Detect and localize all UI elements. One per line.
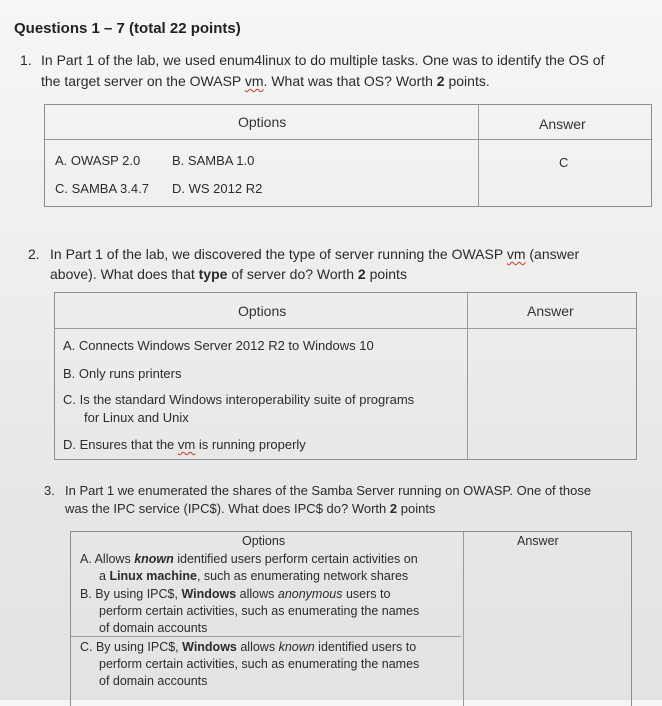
q3-c-text-c: identified users to: [314, 640, 417, 654]
q2-option-d-text-b: is running properly: [195, 437, 306, 452]
q3-a2-text-b: , such as enumerating network shares: [196, 569, 409, 583]
q3-b-text-a: B. By using IPC$,: [80, 587, 182, 601]
q3-a2-linux: Linux machine: [109, 569, 197, 583]
page-heading: Questions 1 – 7 (total 22 points): [14, 20, 241, 37]
question-1-line1: In Part 1 of the lab, we used enum4linux to do multiple tasks. One was to identify the OS of: [41, 52, 605, 68]
q3-c-text-a: C. By using IPC$,: [80, 640, 183, 654]
q3-b-anonymous: anonymous: [277, 587, 343, 601]
question-1-points-suffix: points.: [444, 73, 490, 89]
q3-option-a-line2: [99, 568, 408, 584]
question-2-text-c: above). What does that: [50, 266, 199, 282]
question-3-line2: [65, 499, 435, 518]
q3-options-header: Options: [242, 534, 286, 548]
q1-option-a: A. OWASP 2.0: [55, 153, 141, 168]
question-2-line1: [50, 245, 579, 264]
q3-column-divider: [463, 532, 464, 706]
q2-options-header: Options: [238, 303, 287, 319]
q3-a-text-b: identified users perform certain activities on: [173, 552, 418, 566]
question-2-text-a: In Part 1 of the lab, we discovered the type of server running the OWASP: [50, 246, 507, 262]
question-2-table: [54, 292, 637, 460]
q1-answer-header: Answer: [539, 116, 586, 132]
q3-c-text-b: allows: [236, 640, 279, 654]
q1-option-b: B. SAMBA 1.0: [172, 153, 255, 168]
question-2-number: 2.: [28, 246, 40, 262]
q1-header-divider: [45, 139, 651, 140]
question-2-points: 2: [357, 266, 366, 282]
q3-option-b-line3: of domain accounts: [99, 621, 208, 635]
q3-option-b-line1: [80, 586, 390, 602]
q3-b-windows: Windows: [181, 587, 237, 601]
question-1-number: 1.: [20, 52, 32, 68]
question-1-points: 2: [436, 73, 445, 89]
question-1-text-b: . What was that OS? Worth: [263, 73, 437, 89]
q3-row-divider: [71, 636, 461, 637]
q3-option-b-line2: perform certain activities, such as enumerating the names: [99, 604, 420, 618]
question-3-points-suffix: points: [397, 501, 436, 516]
q2-option-c-line1: C. Is the standard Windows interoperability suite of programs: [63, 392, 415, 407]
q2-option-d-vm-word: vm: [177, 437, 196, 452]
q3-option-c-line2: perform certain activities, such as enumerating the names: [99, 657, 420, 671]
q3-a-text-a: A. Allows: [80, 552, 135, 566]
q2-column-divider: [467, 293, 468, 459]
q2-option-d-text-a: D. Ensures that the: [63, 437, 178, 452]
question-2-type-word: type: [198, 266, 228, 282]
q1-column-divider: [478, 105, 479, 206]
q3-b-text-b: allows: [236, 587, 278, 601]
question-3-line1: In Part 1 we enumerated the shares of the Samba Server running on OWASP. One of those: [65, 483, 592, 498]
question-3-points: 2: [389, 501, 398, 516]
q3-answer-header: Answer: [517, 534, 559, 548]
question-2-points-suffix: points: [365, 266, 407, 282]
q2-header-divider: [55, 328, 636, 329]
q2-option-a: A. Connects Windows Server 2012 R2 to Windows 10: [63, 338, 374, 353]
question-1-table: [44, 104, 652, 207]
q3-b-text-c: users to: [342, 587, 391, 601]
q1-options-header: Options: [238, 114, 287, 130]
question-1-line2: [41, 72, 490, 91]
question-3-number: 3.: [44, 483, 55, 498]
q3-c-windows: Windows: [182, 640, 237, 654]
question-2-line2: [50, 265, 407, 284]
q3-option-c-line3: of domain accounts: [99, 674, 208, 688]
q3-a2-text-a: a: [99, 569, 110, 583]
q2-option-c-line2: for Linux and Unix: [84, 410, 189, 425]
q2-answer-header: Answer: [527, 303, 574, 319]
q1-option-c: C. SAMBA 3.4.7: [55, 181, 149, 196]
q3-c-known: known: [278, 640, 315, 654]
question-1-vm-word: vm: [244, 73, 264, 89]
question-2-text-b: (answer: [525, 246, 580, 262]
q3-a-known: known: [134, 552, 174, 566]
q2-option-d: [63, 437, 306, 452]
q3-option-c-line1: [80, 639, 416, 655]
question-1-text-a: the target server on the OWASP: [41, 73, 245, 89]
question-2-vm-word: vm: [506, 246, 526, 262]
q3-option-a-line1: [80, 551, 418, 567]
q1-option-d: D. WS 2012 R2: [172, 181, 263, 196]
question-3-text-a: was the IPC service (IPC$). What does IPC$ do? Worth: [65, 501, 390, 516]
q2-option-b: B. Only runs printers: [63, 366, 182, 381]
question-3-table: [70, 531, 632, 706]
question-2-text-d: of server do? Worth: [227, 266, 358, 282]
q1-answer-value: C: [559, 155, 569, 170]
